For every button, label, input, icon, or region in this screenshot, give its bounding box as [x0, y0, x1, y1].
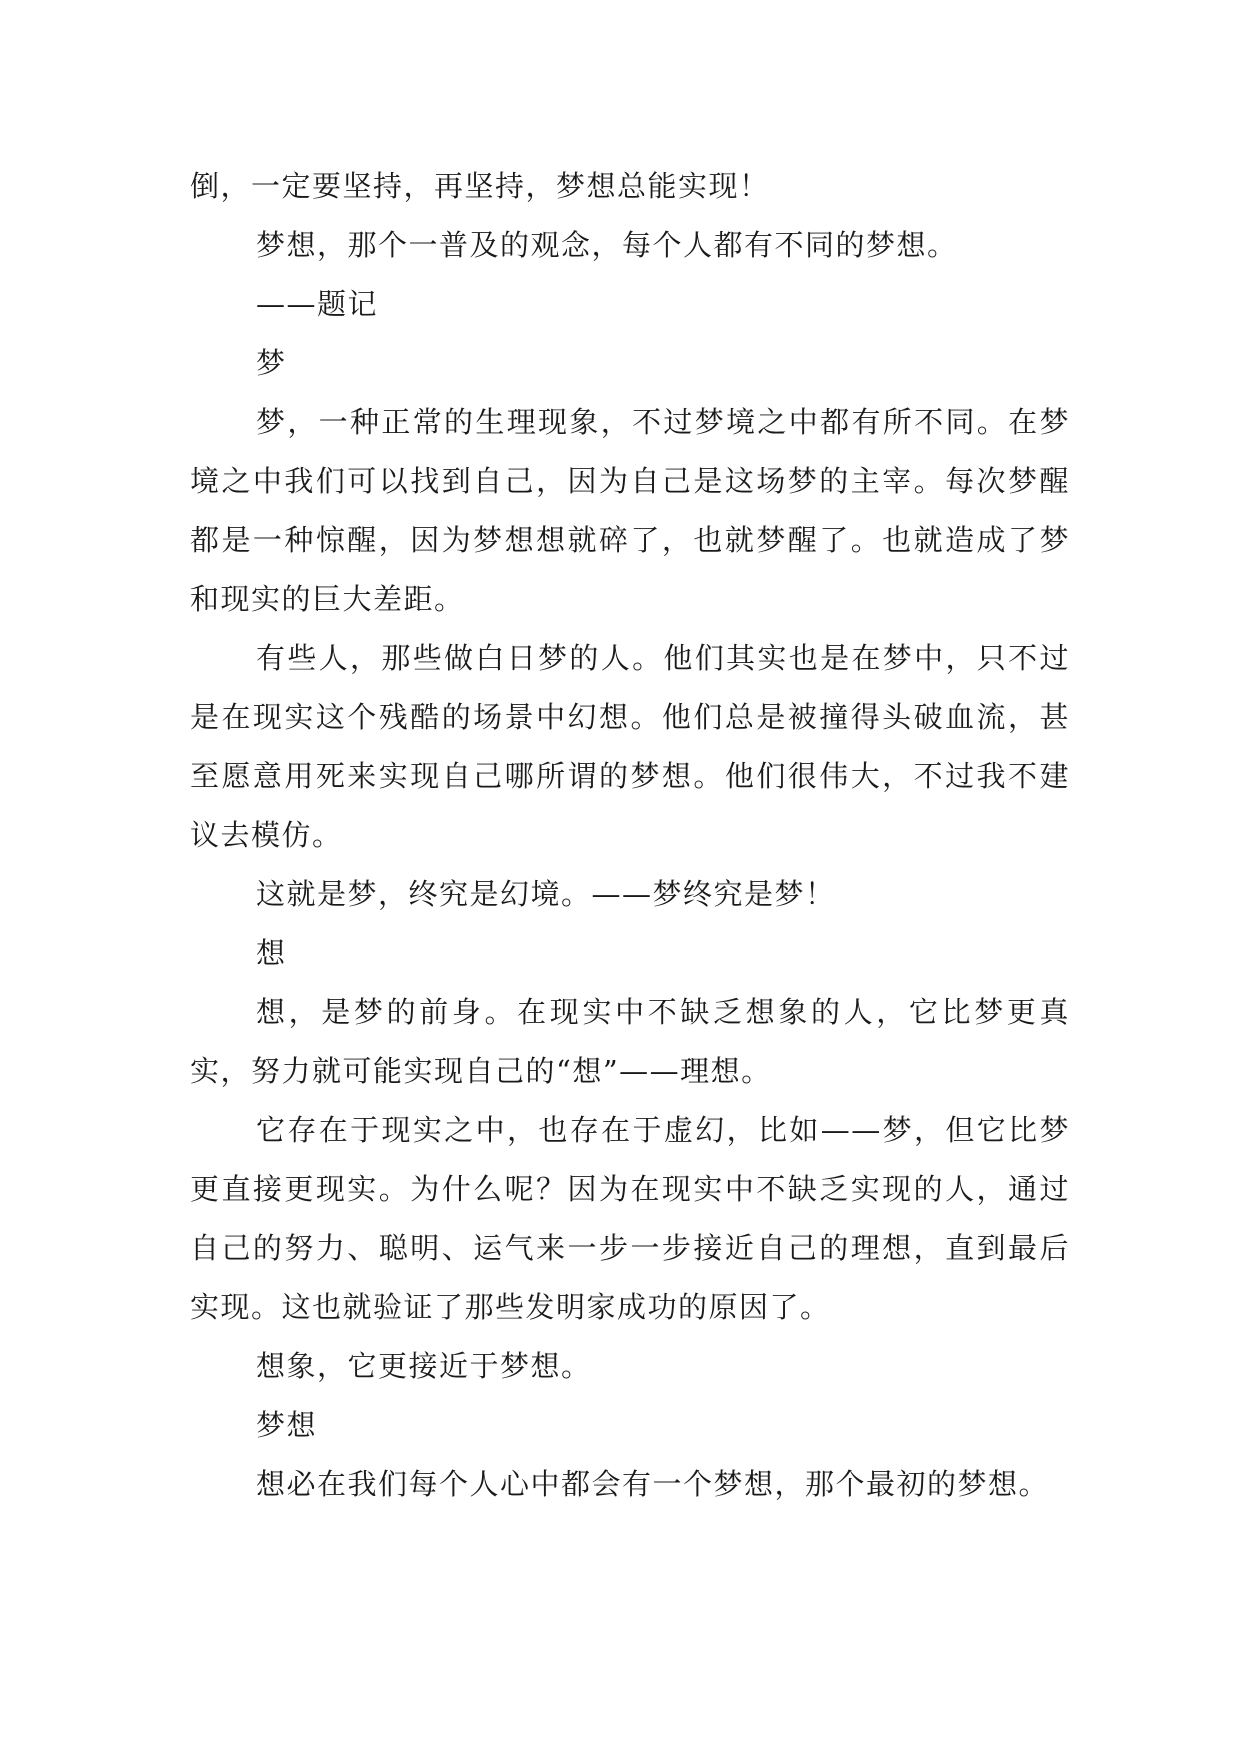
- paragraph-body: 想，是梦的前身。在现实中不缺乏想象的人，它比梦更真实，努力就可能实现自己的“想”——理想。: [190, 995, 1070, 1088]
- paragraph-epigraph: 梦想，那个一普及的观念，每个人都有不同的梦想。: [256, 228, 958, 262]
- paragraph-body: 它存在于现实之中，也存在于虚幻，比如——梦，但它比梦更直接更现实。为什么呢？因为在现实中不缺乏实现的人，通过自己的努力、聪明、运气来一步一步接近自己的理想，直到最后实现。这也就验证了那些发明家成功的原因了。: [190, 1113, 1070, 1324]
- paragraph-body: 这就是梦，终究是幻境。——梦终究是梦！: [256, 877, 836, 911]
- document-body: [190, 157, 1070, 1514]
- paragraph-body: 想必在我们每个人心中都会有一个梦想，那个最初的梦想。: [256, 1467, 1050, 1501]
- paragraph-continuation: 倒，一定要坚持，再坚持，梦想总能实现！: [190, 169, 770, 203]
- section-heading-meng: 梦: [256, 346, 287, 380]
- paragraph-body: 有些人，那些做白日梦的人。他们其实也是在梦中，只不过是在现实这个残酷的场景中幻想。他们总是被撞得头破血流，甚至愿意用死来实现自己哪所谓的梦想。他们很伟大，不过我不建议去模仿。: [190, 641, 1070, 852]
- section-heading-xiang: 想: [256, 936, 287, 970]
- section-heading-mengxiang: 梦想: [256, 1408, 318, 1442]
- paragraph-body: 想象，它更接近于梦想。: [256, 1349, 592, 1383]
- paragraph-epigraph-attribution: ——题记: [256, 287, 379, 321]
- paragraph-body: 梦，一种正常的生理现象，不过梦境之中都有所不同。在梦境之中我们可以找到自己，因为自己是这场梦的主宰。每次梦醒都是一种惊醒，因为梦想想就碎了，也就梦醒了。也就造成了梦和现实的巨大差距。: [190, 405, 1070, 616]
